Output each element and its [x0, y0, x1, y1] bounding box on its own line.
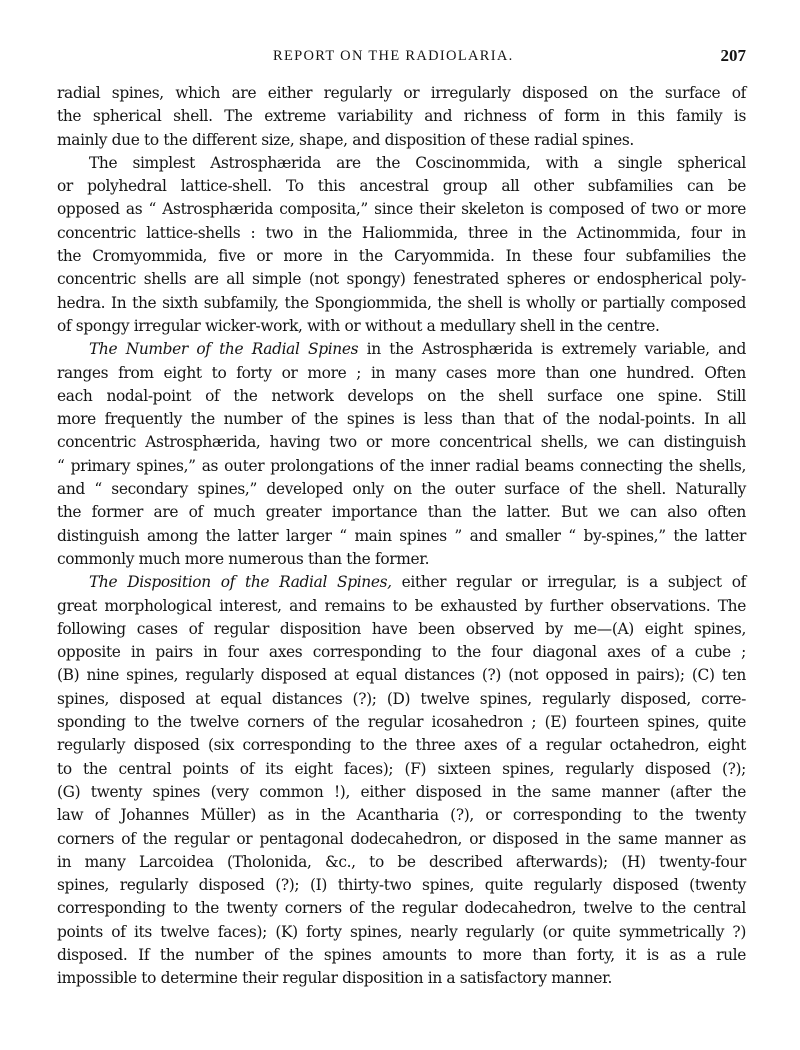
text-line: concentric shells are all simple (not spongy) fenestrated spheres or endospherical poly- [57, 270, 746, 289]
text-line: more frequently the number of the spines is less than that of the nodal-points. In all [57, 410, 746, 429]
text-line: regularly disposed (six corresponding to the three axes of a regular octahedron, eight [57, 736, 746, 755]
paragraph-continuation [57, 82, 746, 152]
italic-heading: The Number of the Radial Spines [89, 340, 359, 359]
text-line: radial spines, which are either regularly or irregularly disposed on the surface of [57, 84, 746, 102]
text-line: opposite in pairs in four axes corresponding to the four diagonal axes of a cube ; [57, 643, 746, 662]
text-line: corresponding to the twenty corners of the regular dodecahedron, twelve to the central [57, 899, 746, 918]
text-line: (B) nine spines, regularly disposed at equal distances (?) (not opposed in pairs); (C) ten [57, 666, 746, 685]
document-page [57, 46, 746, 991]
text-line: corners of the regular or pentagonal dodecahedron, or disposed in the same manner as [57, 829, 746, 848]
paragraph-disposition-of-radial-spines [57, 571, 746, 990]
text-line: hedra. In the sixth subfamily, the Spongiommida, the shell is wholly or partially composed [57, 293, 746, 312]
text-line: spines, disposed at equal distances (?); (D) twelve spines, regularly disposed, corre- [57, 689, 746, 708]
text-line: mainly due to the different size, shape, and disposition of these radial spines. [57, 130, 634, 149]
text-run: either regular or irregular, is a subject of [391, 573, 746, 592]
paragraph-simplest-astrospaerida [57, 152, 746, 338]
text-line: (G) twenty spines (very common !), either disposed in the same manner (after the [57, 782, 746, 801]
text-line: great morphological interest, and remains to be exhausted by further observations. The [57, 596, 746, 615]
text-line: following cases of regular disposition have been observed by me—(A) eight spines, [57, 619, 746, 638]
text-line: ranges from eight to forty or more ; in many cases more than one hundred. Often [57, 363, 746, 382]
text-line: and “ secondary spines,” developed only on the outer surface of the shell. Naturally [57, 480, 746, 499]
text-line [57, 338, 746, 361]
running-head: REPORT ON THE RADIOLARIA. [273, 48, 514, 64]
text-line: spines, regularly disposed (?); (I) thirty-two spines, quite regularly disposed (twenty [57, 876, 746, 895]
text-line: concentric Astrosphærida, having two or more concentrical shells, we can distinguish [57, 433, 746, 452]
text-line: disposed. If the number of the spines amounts to more than forty, it is as a rule [57, 945, 746, 964]
text-line: the Cromyommida, five or more in the Caryommida. In these four subfamilies the [57, 247, 746, 266]
page-number: 207 [720, 46, 746, 65]
text-line: the former are of much greater importance than the latter. But we can also often [57, 503, 746, 522]
text-line: distinguish among the latter larger “ main spines ” and smaller “ by-spines,” the latter [57, 526, 746, 545]
text-line: each nodal-point of the network develops on the shell surface one spine. Still [57, 386, 746, 405]
text-line: in many Larcoidea (Tholonida, &c., to be described afterwards); (H) twenty-four [57, 852, 746, 871]
page-header [57, 46, 746, 82]
text-line: opposed as “ Astrosphærida composita,” since their skeleton is composed of two or more [57, 200, 746, 219]
text-line: “ primary spines,” as outer prolongations of the inner radial beams connecting the shells, [57, 456, 746, 475]
text-line: commonly much more numerous than the former. [57, 549, 430, 568]
text-line: points of its twelve faces); (K) forty spines, nearly regularly (or quite symmetrically ?) [57, 922, 746, 941]
text-line: to the central points of its eight faces); (F) sixteen spines, regularly disposed (?); [57, 759, 746, 778]
italic-heading: The Disposition of the Radial Spines, [89, 573, 392, 592]
text-line: concentric lattice-shells : two in the Haliommida, three in the Actinommida, four in [57, 223, 746, 242]
text-line: or polyhedral lattice-shell. To this ancestral group all other subfamilies can be [57, 177, 746, 196]
text-line: the spherical shell. The extreme variability and richness of form in this family is [57, 107, 746, 126]
paragraph-number-of-radial-spines [57, 338, 746, 571]
text-line: sponding to the twelve corners of the regular icosahedron ; (E) fourteen spines, quite [57, 713, 746, 732]
text-run: in the Astrosphærida is extremely variable, and [358, 340, 746, 359]
text-line: impossible to determine their regular disposition in a satisfactory manner. [57, 969, 613, 988]
text-line: of spongy irregular wicker-work, with or without a medullary shell in the centre. [57, 316, 660, 335]
text-line: The simplest Astrosphærida are the Coscinommida, with a single spherical [89, 153, 746, 172]
text-line: law of Johannes Müller) as in the Acantharia (?), or corresponding to the twenty [57, 806, 746, 825]
body-text [57, 82, 746, 991]
text-line [57, 571, 746, 594]
